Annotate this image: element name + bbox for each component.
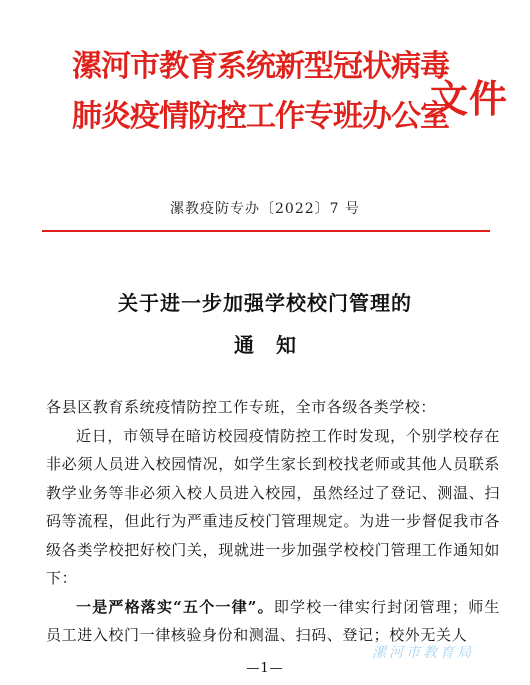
- document-label: 文件: [430, 76, 509, 121]
- issuing-office-line-2: 肺炎疫情防控工作专班办公室: [72, 99, 449, 134]
- red-divider-line: [42, 230, 490, 232]
- paragraph-1: 近日，市领导在暗访校园疫情防控工作时发现，个别学校存在非必须人员进入校园情况，如学生家长到校找老师或其他人员联系教学业务等非必须入校人员进入校园，虽然经过了登记、测温、扫码等流程，但此行为严重违反校门管理规定。为进一步督促我市各级各类学校把好校门关，现就进一步加强学校校门管理工作通知如下：: [46, 426, 500, 587]
- point-1-paragraph: [46, 593, 500, 650]
- document-title-line-2: 通知: [234, 333, 318, 357]
- watermark: 漯河市教育局: [372, 645, 474, 661]
- document-body: [46, 393, 500, 650]
- point-1-text: 即学校一律实行封闭管理；师生员工进入校门一律核验身份和测温、扫码、登记；校外无关人: [46, 597, 500, 644]
- salutation: 各县区教育系统疫情防控工作专班，全市各级各类学校：: [46, 398, 437, 416]
- issuing-office-line-1: 漯河市教育系统新型冠状病毒: [72, 49, 449, 84]
- document-number: 漯教疫防专办〔2022〕7 号: [170, 201, 360, 217]
- document-title-line-1: 关于进一步加强学校校门管理的: [118, 291, 412, 315]
- point-1-heading: 一是严格落实“五个一律”。: [76, 597, 274, 616]
- page-number: —1—: [246, 661, 284, 676]
- issuing-office-header: [72, 42, 449, 142]
